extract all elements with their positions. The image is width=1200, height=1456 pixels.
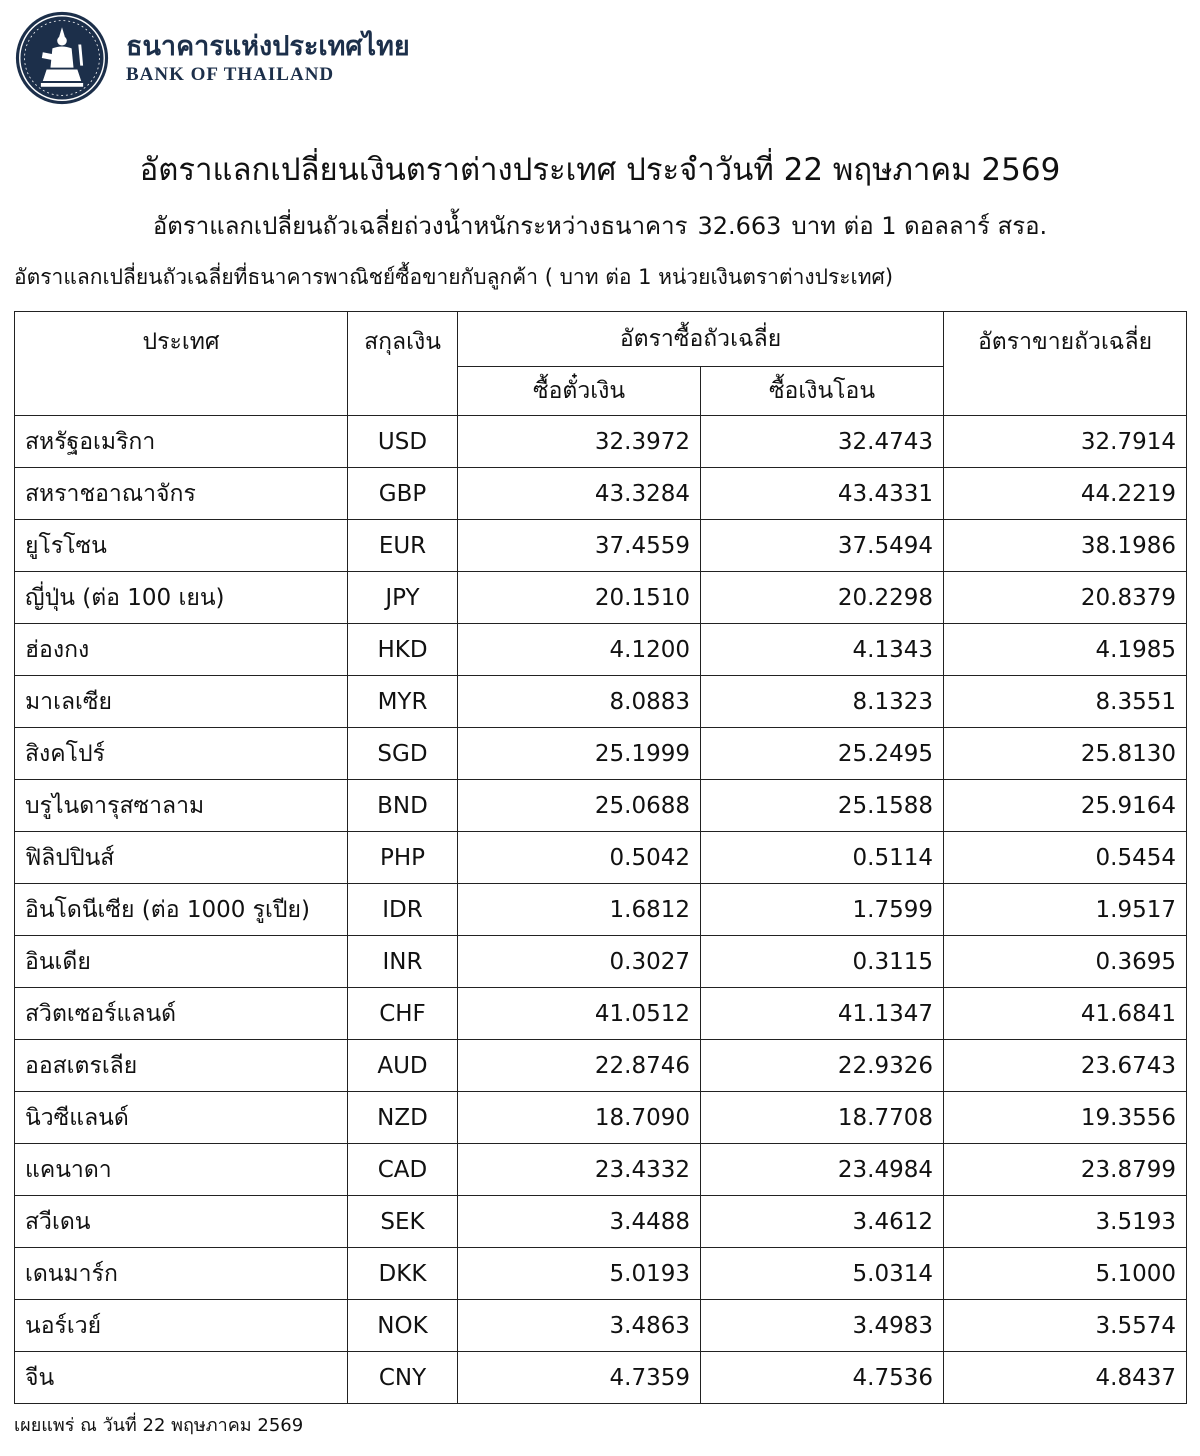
interbank-rate-suffix: บาท ต่อ 1 ดอลลาร์ สรอ.	[791, 212, 1048, 240]
buy-banknote-cell: 4.7359	[458, 1352, 701, 1404]
currency-code-cell: SGD	[348, 728, 458, 780]
buy-transfer-cell: 1.7599	[701, 884, 944, 936]
currency-code-cell: CHF	[348, 988, 458, 1040]
buy-banknote-cell: 20.1510	[458, 572, 701, 624]
country-cell: ญี่ปุ่น (ต่อ 100 เยน)	[15, 572, 348, 624]
currency-code-cell: NZD	[348, 1092, 458, 1144]
sell-rate-cell: 3.5574	[944, 1300, 1187, 1352]
table-caption: อัตราแลกเปลี่ยนถัวเฉลี่ยที่ธนาคารพาณิชย์ซื้อขายกับลูกค้า ( บาท ต่อ 1 หน่วยเงินตราต่างประเทศ)	[14, 265, 894, 289]
currency-code-cell: JPY	[348, 572, 458, 624]
buy-banknote-cell: 32.3972	[458, 416, 701, 468]
header-buying-group: อัตราซื้อถัวเฉลี่ย	[458, 312, 944, 367]
buy-banknote-cell: 18.7090	[458, 1092, 701, 1144]
bank-name-english: BANK OF THAILAND	[126, 64, 335, 85]
buy-transfer-cell: 3.4983	[701, 1300, 944, 1352]
table-row	[15, 520, 1187, 572]
country-cell: สวีเดน	[15, 1196, 348, 1248]
sell-rate-cell: 20.8379	[944, 572, 1187, 624]
buy-transfer-cell: 0.5114	[701, 832, 944, 884]
country-cell: จีน	[15, 1352, 348, 1404]
table-row	[15, 780, 1187, 832]
buy-transfer-cell: 25.1588	[701, 780, 944, 832]
country-cell: แคนาดา	[15, 1144, 348, 1196]
buy-transfer-cell: 25.2495	[701, 728, 944, 780]
buy-transfer-cell: 23.4984	[701, 1144, 944, 1196]
buy-banknote-cell: 22.8746	[458, 1040, 701, 1092]
currency-code-cell: CAD	[348, 1144, 458, 1196]
sell-rate-cell: 8.3551	[944, 676, 1187, 728]
sell-rate-cell: 23.6743	[944, 1040, 1187, 1092]
buy-banknote-cell: 4.1200	[458, 624, 701, 676]
currency-code-cell: GBP	[348, 468, 458, 520]
table-row	[15, 624, 1187, 676]
country-cell: ฟิลิปปินส์	[15, 832, 348, 884]
table-row	[15, 416, 1187, 468]
bank-header	[14, 8, 410, 108]
sell-rate-cell: 1.9517	[944, 884, 1187, 936]
buy-transfer-cell: 22.9326	[701, 1040, 944, 1092]
sell-rate-cell: 25.8130	[944, 728, 1187, 780]
header-currency: สกุลเงิน	[348, 312, 458, 416]
buy-transfer-cell: 5.0314	[701, 1248, 944, 1300]
country-cell: ออสเตรเลีย	[15, 1040, 348, 1092]
table-row	[15, 988, 1187, 1040]
buy-transfer-cell: 41.1347	[701, 988, 944, 1040]
table-row	[15, 1248, 1187, 1300]
buy-banknote-cell: 37.4559	[458, 520, 701, 572]
buy-banknote-cell: 25.0688	[458, 780, 701, 832]
sell-rate-cell: 25.9164	[944, 780, 1187, 832]
country-cell: สวิตเซอร์แลนด์	[15, 988, 348, 1040]
header-buy-transfer: ซื้อเงินโอน	[701, 367, 944, 416]
table-row	[15, 572, 1187, 624]
country-cell: อินโดนีเซีย (ต่อ 1000 รูเปีย)	[15, 884, 348, 936]
currency-code-cell: EUR	[348, 520, 458, 572]
sell-rate-cell: 44.2219	[944, 468, 1187, 520]
sell-rate-cell: 0.5454	[944, 832, 1187, 884]
table-row	[15, 676, 1187, 728]
sell-rate-cell: 3.5193	[944, 1196, 1187, 1248]
country-cell: ยูโรโซน	[15, 520, 348, 572]
table-row	[15, 884, 1187, 936]
buy-banknote-cell: 23.4332	[458, 1144, 701, 1196]
country-cell: บรูไนดารุสซาลาม	[15, 780, 348, 832]
buy-banknote-cell: 3.4863	[458, 1300, 701, 1352]
currency-code-cell: DKK	[348, 1248, 458, 1300]
table-row	[15, 1300, 1187, 1352]
table-row	[15, 1144, 1187, 1196]
page-title: อัตราแลกเปลี่ยนเงินตราต่างประเทศ ประจำวันที่ 22 พฤษภาคม 2569	[139, 152, 1061, 188]
buy-transfer-cell: 4.7536	[701, 1352, 944, 1404]
country-cell: นอร์เวย์	[15, 1300, 348, 1352]
buy-transfer-cell: 37.5494	[701, 520, 944, 572]
currency-code-cell: HKD	[348, 624, 458, 676]
sell-rate-cell: 5.1000	[944, 1248, 1187, 1300]
buy-banknote-cell: 5.0193	[458, 1248, 701, 1300]
buy-banknote-cell: 0.5042	[458, 832, 701, 884]
sell-rate-cell: 4.8437	[944, 1352, 1187, 1404]
country-cell: นิวซีแลนด์	[15, 1092, 348, 1144]
table-row	[15, 1040, 1187, 1092]
sell-rate-cell: 19.3556	[944, 1092, 1187, 1144]
currency-code-cell: SEK	[348, 1196, 458, 1248]
currency-code-cell: IDR	[348, 884, 458, 936]
table-row	[15, 832, 1187, 884]
table-row	[15, 936, 1187, 988]
buy-banknote-cell: 8.0883	[458, 676, 701, 728]
header-country: ประเทศ	[15, 312, 348, 416]
currency-code-cell: MYR	[348, 676, 458, 728]
country-cell: มาเลเซีย	[15, 676, 348, 728]
country-cell: เดนมาร์ก	[15, 1248, 348, 1300]
table-row	[15, 1352, 1187, 1404]
sell-rate-cell: 23.8799	[944, 1144, 1187, 1196]
buy-banknote-cell: 25.1999	[458, 728, 701, 780]
currency-code-cell: AUD	[348, 1040, 458, 1092]
buy-transfer-cell: 18.7708	[701, 1092, 944, 1144]
buy-transfer-cell: 43.4331	[701, 468, 944, 520]
buy-banknote-cell: 0.3027	[458, 936, 701, 988]
buy-banknote-cell: 3.4488	[458, 1196, 701, 1248]
buy-banknote-cell: 43.3284	[458, 468, 701, 520]
buy-transfer-cell: 20.2298	[701, 572, 944, 624]
sell-rate-cell: 41.6841	[944, 988, 1187, 1040]
buy-transfer-cell: 32.4743	[701, 416, 944, 468]
currency-code-cell: CNY	[348, 1352, 458, 1404]
currency-code-cell: PHP	[348, 832, 458, 884]
currency-code-cell: BND	[348, 780, 458, 832]
currency-code-cell: NOK	[348, 1300, 458, 1352]
bank-of-thailand-seal-icon	[14, 10, 110, 106]
header-selling: อัตราขายถัวเฉลี่ย	[944, 312, 1187, 416]
buy-transfer-cell: 8.1323	[701, 676, 944, 728]
country-cell: อินเดีย	[15, 936, 348, 988]
header-buy-banknote: ซื้อตั๋วเงิน	[458, 367, 701, 416]
country-cell: สหรัฐอเมริกา	[15, 416, 348, 468]
interbank-rate-value: 32.663	[697, 212, 782, 240]
interbank-rate-line	[0, 208, 1200, 244]
country-cell: ฮ่องกง	[15, 624, 348, 676]
table-body	[15, 416, 1187, 1404]
table-row	[15, 468, 1187, 520]
buy-banknote-cell: 1.6812	[458, 884, 701, 936]
interbank-rate-prefix: อัตราแลกเปลี่ยนถัวเฉลี่ยถ่วงน้ำหนักระหว่างธนาคาร	[152, 212, 688, 240]
bank-name-thai: ธนาคารแห่งประเทศไทย	[126, 31, 410, 62]
buy-transfer-cell: 4.1343	[701, 624, 944, 676]
currency-code-cell: USD	[348, 416, 458, 468]
country-cell: สหราชอาณาจักร	[15, 468, 348, 520]
buy-banknote-cell: 41.0512	[458, 988, 701, 1040]
sell-rate-cell: 0.3695	[944, 936, 1187, 988]
published-date: เผยแพร่ ณ วันที่ 22 พฤษภาคม 2569	[14, 1415, 304, 1436]
buy-transfer-cell: 0.3115	[701, 936, 944, 988]
table-row	[15, 728, 1187, 780]
sell-rate-cell: 32.7914	[944, 416, 1187, 468]
country-cell: สิงคโปร์	[15, 728, 348, 780]
currency-code-cell: INR	[348, 936, 458, 988]
buy-transfer-cell: 3.4612	[701, 1196, 944, 1248]
sell-rate-cell: 38.1986	[944, 520, 1187, 572]
sell-rate-cell: 4.1985	[944, 624, 1187, 676]
bank-name-block	[126, 30, 410, 86]
table-row	[15, 1092, 1187, 1144]
exchange-rate-table	[14, 311, 1187, 1404]
table-row	[15, 1196, 1187, 1248]
